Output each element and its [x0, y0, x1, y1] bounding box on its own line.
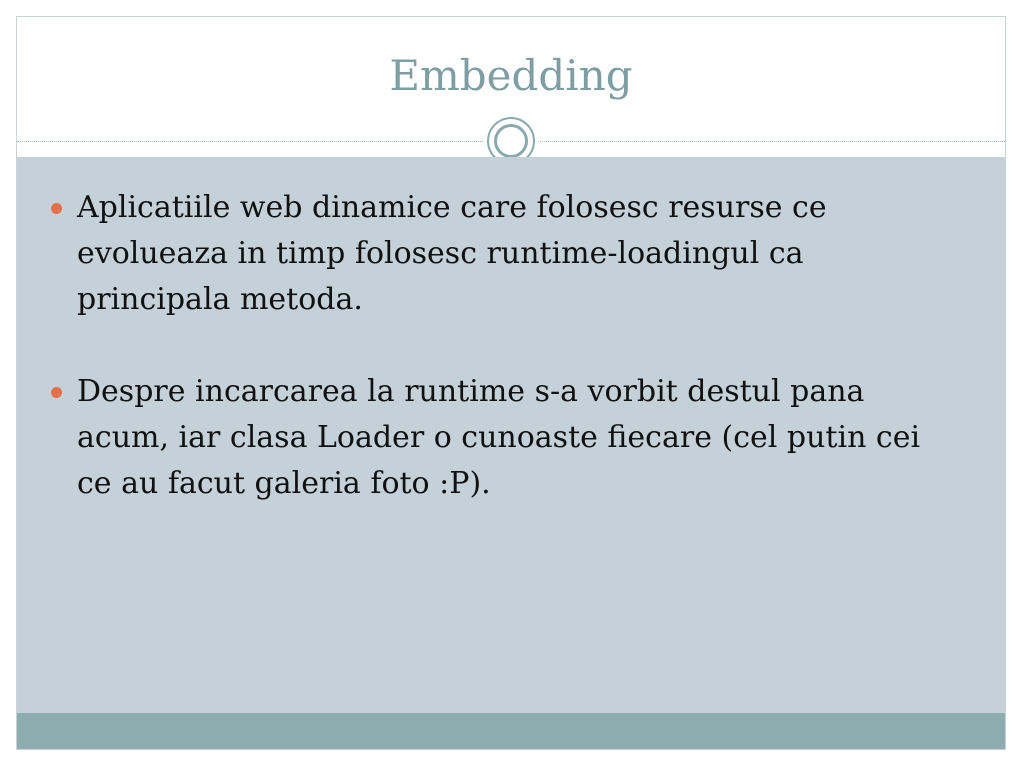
bullet-dot-icon: [51, 387, 62, 398]
bullet-list: [51, 185, 951, 553]
bullet-text: Despre incarcarea la runtime s-a vorbit destul pana acum, iar clasa Loader o cunoaste fiecare (cel putin cei ce au facut galeria foto :P).: [77, 374, 921, 501]
bullet-text: Aplicatiile web dinamice care folosesc resurse ce evolueaza in timp folosesc runtime-loadingul ca principala metoda.: [77, 190, 827, 317]
content-area: [17, 157, 1005, 715]
bullet-dot-icon: [51, 203, 62, 214]
slide: [16, 16, 1006, 750]
bullet-item: [51, 369, 951, 507]
slide-title: Embedding: [389, 51, 633, 100]
bottom-band: [17, 713, 1005, 749]
bullet-item: [51, 185, 951, 323]
circle-ornament-inner-icon: [494, 124, 528, 158]
